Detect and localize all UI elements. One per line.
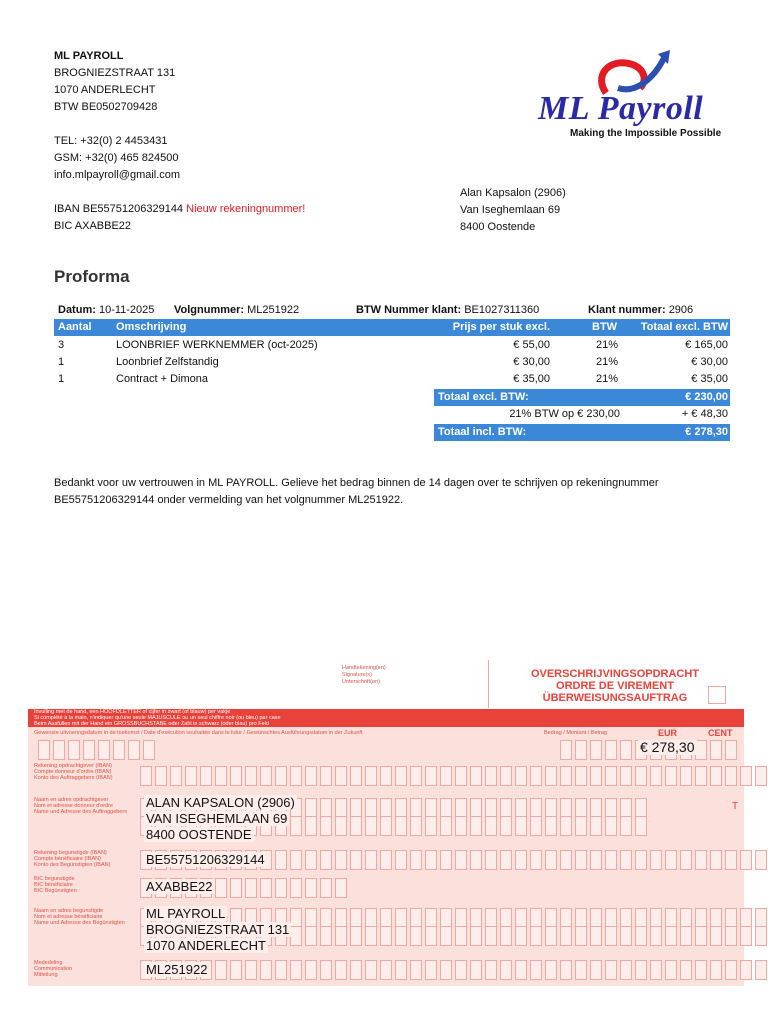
bic-value[interactable]: AXABBE22 (146, 879, 213, 894)
thanks-line-1: Bedankt voor uw vertrouwen in ML PAYROLL. Gelieve het bedrag binnen de 14 dagen over te schrijven op rekeningnummer (54, 477, 659, 489)
instruction-band: Invulling met de hand, een HOOFDLETTER of cijfer in zwart (of blauw) per vakje Si complété à la main, n'indiquer qu'une seule MAJUSCULE ou un seul chiffre noir (ou bleu) par case Beim Ausfüllen mit der Hand ein GROSSBUCHSTABE oder Zahl in schwarz (oder blau) pro Feld (28, 709, 744, 727)
beneficiary-iban-value[interactable]: BE55751206329144 (146, 852, 265, 867)
meta-client-vat: BTW Nummer klant: BE1027311360 (356, 304, 540, 316)
header-divider (488, 660, 489, 708)
vat-value: + € 48,30 (681, 408, 728, 420)
amount-value[interactable]: € 278,30 (640, 739, 695, 755)
total-excl-label: Totaal excl. BTW: (438, 391, 529, 403)
col-header-price: Prijs per stuk excl. (452, 321, 550, 333)
client-city: 8400 Oostende (460, 221, 536, 233)
exec-date-boxes[interactable] (38, 740, 155, 758)
logo-tagline: Making the Impossible Possible (570, 128, 722, 139)
exec-date-label: Gewenste uitvoeringsdatum in de toekomst / Date d'exécution souhaitée dans le futur / Gewünschtes Ausführungsdatum in der Zukunft (34, 730, 363, 736)
thanks-line-2: BE55751206329144 onder vermelding van het volgnummer ML251922. (54, 494, 404, 506)
company-email[interactable]: info.mlpayroll@gmail.com (54, 169, 181, 181)
meta-number: Volgnummer: ML251922 (174, 304, 300, 316)
vat-label: 21% BTW op € 230,00 (509, 408, 620, 420)
beneficiary-name-value[interactable]: ML PAYROLL (146, 906, 226, 921)
table-row: 1 Loonbrief Zelfstandig € 30,00 21% € 30,00 (58, 356, 728, 368)
client-street: Van Iseghemlaan 69 (460, 204, 561, 216)
form-header (28, 656, 744, 709)
table-row: 1 Contract + Dimona € 35,00 21% € 35,00 (58, 373, 728, 385)
client-name: Alan Kapsalon (2906) (460, 187, 566, 199)
company-iban-line (54, 201, 305, 218)
iban-notice: Nieuw rekeningnummer! (186, 203, 306, 215)
table-row: 3 LOONBRIEF WERKNEMMER (oct-2025) € 55,00 21% € 165,00 (58, 339, 728, 351)
vat-row (434, 406, 730, 423)
company-vat: BTW BE0502709428 (54, 101, 158, 113)
total-incl-row (434, 424, 730, 441)
cent-label: CENT (708, 728, 733, 738)
company-bic: BIC AXABBE22 (54, 220, 132, 232)
beneficiary-street-value[interactable]: BROGNIEZSTRAAT 131 (146, 922, 290, 937)
meta-date: Datum: 10-11-2025 (58, 304, 155, 316)
signature-label-de: Unterschrift(en) (342, 679, 380, 685)
form-title-nl: OVERSCHRIJVINGSOPDRACHT (530, 668, 700, 680)
communication-value[interactable]: ML251922 (146, 962, 208, 977)
logo-text: ML Payroll (538, 90, 704, 127)
document-title: Proforma (54, 267, 130, 286)
total-incl-value: € 278,30 (685, 426, 728, 438)
company-name: ML PAYROLL (54, 50, 124, 62)
payer-iban-boxes[interactable] (140, 766, 767, 784)
payer-name-value[interactable]: ALAN KAPSALON (2906) (146, 795, 295, 810)
eur-label: EUR (658, 728, 678, 738)
beneficiary-city-value[interactable]: 1070 ANDERLECHT (146, 938, 266, 953)
table-header (54, 319, 730, 336)
company-street: BROGNIEZSTRAAT 131 (54, 67, 176, 79)
form-title-de: ÜBERWEISUNGSAUFTRAG (542, 692, 688, 704)
form-title-fr: ORDRE DE VIREMENT (556, 680, 674, 692)
company-city: 1070 ANDERLECHT (54, 84, 156, 96)
signature-label-nl: Handtekening(en) (342, 665, 386, 671)
col-header-vat: BTW (592, 321, 618, 333)
side-mark: T (732, 801, 739, 812)
payer-street-value[interactable]: VAN ISEGHEMLAAN 69 (146, 811, 288, 826)
company-tel: TEL: +32(0) 2 4453431 (54, 135, 168, 147)
total-incl-label: Totaal incl. BTW: (438, 426, 527, 438)
communication-boxes[interactable] (140, 960, 767, 978)
company-logo (536, 48, 736, 146)
col-header-desc: Omschrijving (116, 321, 187, 333)
col-header-total: Totaal excl. BTW (640, 321, 728, 333)
amount-label: Bedrag / Montant / Betrag (544, 730, 607, 736)
total-excl-row (434, 389, 730, 406)
meta-client-number: Klant nummer: 2906 (588, 304, 694, 316)
payer-city-value[interactable]: 8400 OOSTENDE (146, 827, 252, 842)
total-excl-value: € 230,00 (685, 391, 728, 403)
signature-label-fr: Signature(s) (342, 672, 372, 678)
form-checkbox[interactable] (708, 686, 726, 704)
transfer-form: Handtekening(en) Signature(s) Unterschrift(en) OVERSCHRIJVINGSOPDRACHT ORDRE DE VIREMENT ÜBERWEISUNGSAUFTRAG Invulling met de hand, een HOOFDLETTER of cijfer in zwart (of blauw) per vakje Si complété à la main, n'indiquer qu'une seule MAJUSCULE ou un seul chiffre noir (ou bleu) par case Beim Ausfüllen mit der Hand ein GROSSBUCHSTABE oder Zahl in schwarz (oder blau) pro Feld Gewenste uitvoeringsdatum in de toekomst / Date d'exécution souhaitée dans le futur / Gewünschtes Ausführungsdatum in der Zukunft Bedrag / Montant / Betrag EUR CENT € 278,30 Rekening opdrachtgever (IBAN) Compte donneur d'ordre (IBAN) Konto des Auftraggebers (IBAN) Naam en adres opdrachtgever Nom et adresse donneur d'ordre Name und Adresse des Auftraggebers ALAN KAPSALON (2906) VAN ISEGHEMLAAN 69 8400 OOSTENDE T Rekening begunstigde (IBAN) Compte bénéficiaire (IBAN) Konto des Begünstigten (IBAN) BE55751206329144 BIC begunstigde BIC bénéficiaire BIC Begünstigten AXABBE22 Naam en adres begunstigde Nom et adresse bénéficiaire Name und Adresse des Begünstigten ML PAYROLL BROGNIEZSTRAAT 131 1070 ANDERLECHT Mededeling Communication Mitteilung ML251922 (28, 656, 744, 986)
company-gsm: GSM: +32(0) 465 824500 (54, 152, 179, 164)
col-header-qty: Aantal (58, 321, 92, 333)
company-iban: IBAN BE55751206329144 (54, 203, 184, 215)
